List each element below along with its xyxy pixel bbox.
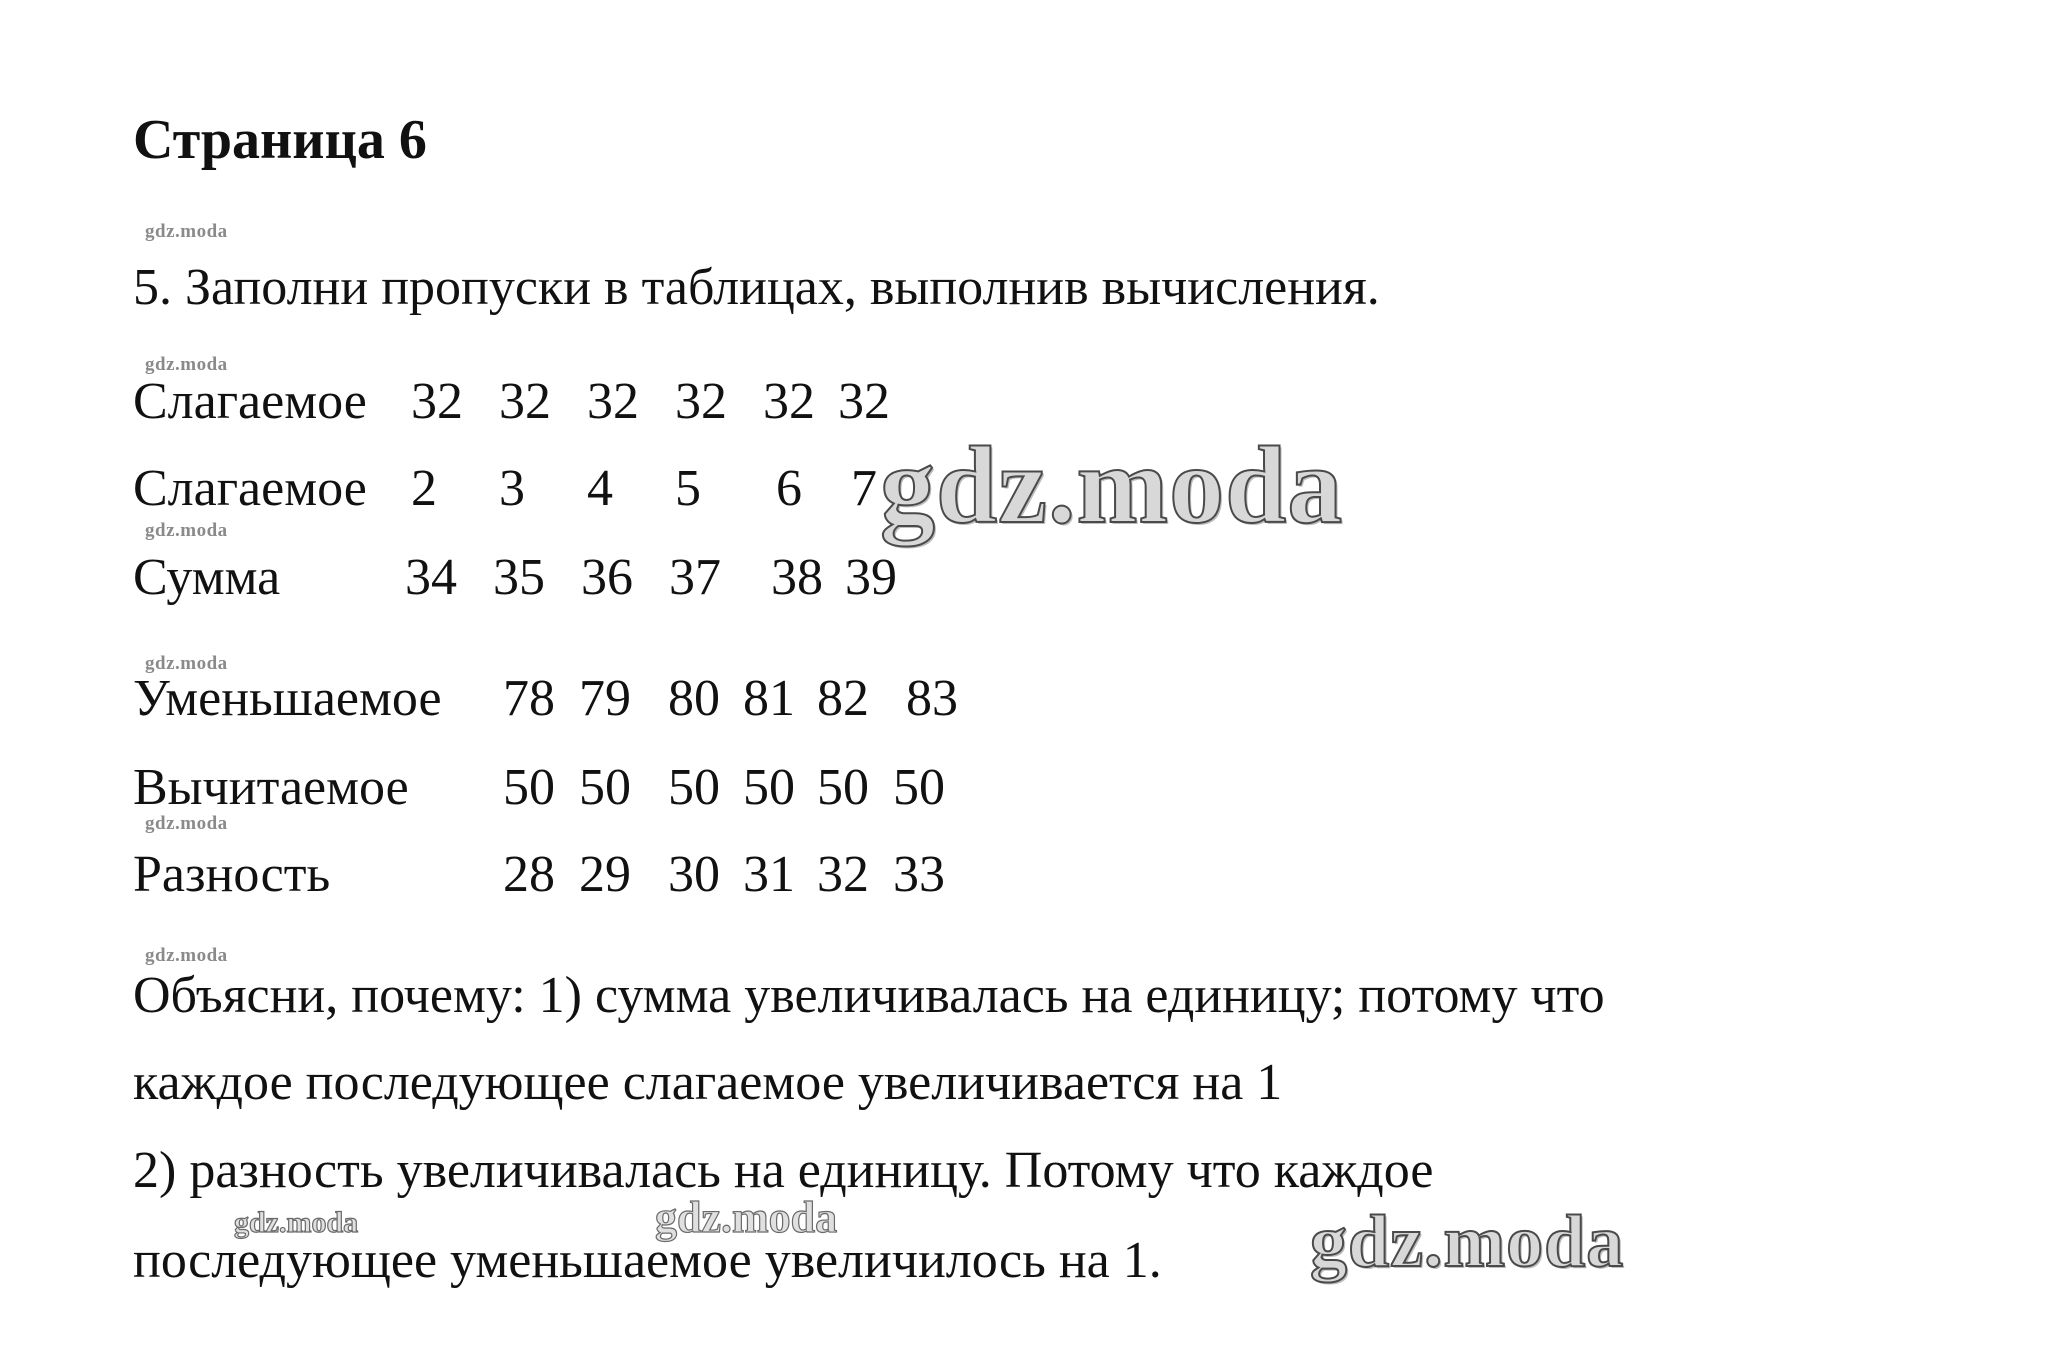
watermark-small: gdz.moda	[145, 945, 228, 966]
table-cell: 82	[817, 670, 869, 727]
table-cell: 50	[503, 759, 555, 816]
table-cell: 32	[675, 373, 727, 430]
table-cell: 36	[581, 549, 633, 606]
table-cell: 32	[763, 373, 815, 430]
explanation-line-4: последующее уменьшаемое увеличилось на 1.	[133, 1232, 1162, 1289]
table-cell: 50	[893, 759, 945, 816]
watermark-medium: gdz.moda	[655, 1193, 838, 1242]
table-cell: 30	[668, 846, 720, 903]
table-cell: 32	[411, 373, 463, 430]
table-cell: 50	[668, 759, 720, 816]
table-cell: 34	[405, 549, 457, 606]
watermark-medium: gdz.moda	[234, 1206, 359, 1239]
table-cell: 2	[411, 460, 437, 517]
table-cell: 5	[675, 460, 701, 517]
row-label: Сумма	[133, 549, 281, 606]
table-cell: 35	[493, 549, 545, 606]
table-cell: 7	[851, 460, 877, 517]
watermark-small: gdz.moda	[145, 653, 228, 674]
table-cell: 50	[817, 759, 869, 816]
watermark-large: gdz.moda	[1310, 1201, 1625, 1283]
page-title: Страница 6	[133, 109, 427, 171]
table-cell: 79	[579, 670, 631, 727]
watermark-small: gdz.moda	[145, 354, 228, 375]
table-cell: 78	[503, 670, 555, 727]
row-label: Слагаемое	[133, 460, 367, 517]
watermark-large: gdz.moda	[880, 424, 1344, 546]
table-cell: 32	[587, 373, 639, 430]
row-label: Уменьшаемое	[133, 670, 442, 727]
table-cell: 32	[499, 373, 551, 430]
row-label: Разность	[133, 846, 331, 903]
table-cell: 33	[893, 846, 945, 903]
table-cell: 38	[771, 549, 823, 606]
explanation-line-3: 2) разность увеличивалась на единицу. Потому что каждое	[133, 1142, 1434, 1199]
task-text: 5. Заполни пропуски в таблицах, выполнив вычисления.	[133, 259, 1380, 316]
table-cell: 6	[776, 460, 802, 517]
watermark-small: gdz.moda	[145, 221, 228, 242]
row-label: Вычитаемое	[133, 759, 409, 816]
watermark-small: gdz.moda	[145, 520, 228, 541]
explanation-line-1: Объясни, почему: 1) сумма увеличивалась на единицу; потому что	[133, 967, 1605, 1024]
table-cell: 83	[906, 670, 958, 727]
table-cell: 37	[669, 549, 721, 606]
table-cell: 80	[668, 670, 720, 727]
table-cell: 50	[743, 759, 795, 816]
row-label: Слагаемое	[133, 373, 367, 430]
table-cell: 50	[579, 759, 631, 816]
watermark-small: gdz.moda	[145, 813, 228, 834]
table-cell: 32	[817, 846, 869, 903]
table-cell: 28	[503, 846, 555, 903]
table-cell: 81	[743, 670, 795, 727]
explanation-line-2: каждое последующее слагаемое увеличивается на 1	[133, 1054, 1283, 1111]
table-cell: 29	[579, 846, 631, 903]
table-cell: 32	[838, 373, 890, 430]
table-cell: 39	[845, 549, 897, 606]
table-cell: 4	[587, 460, 613, 517]
table-cell: 3	[499, 460, 525, 517]
table-cell: 31	[743, 846, 795, 903]
